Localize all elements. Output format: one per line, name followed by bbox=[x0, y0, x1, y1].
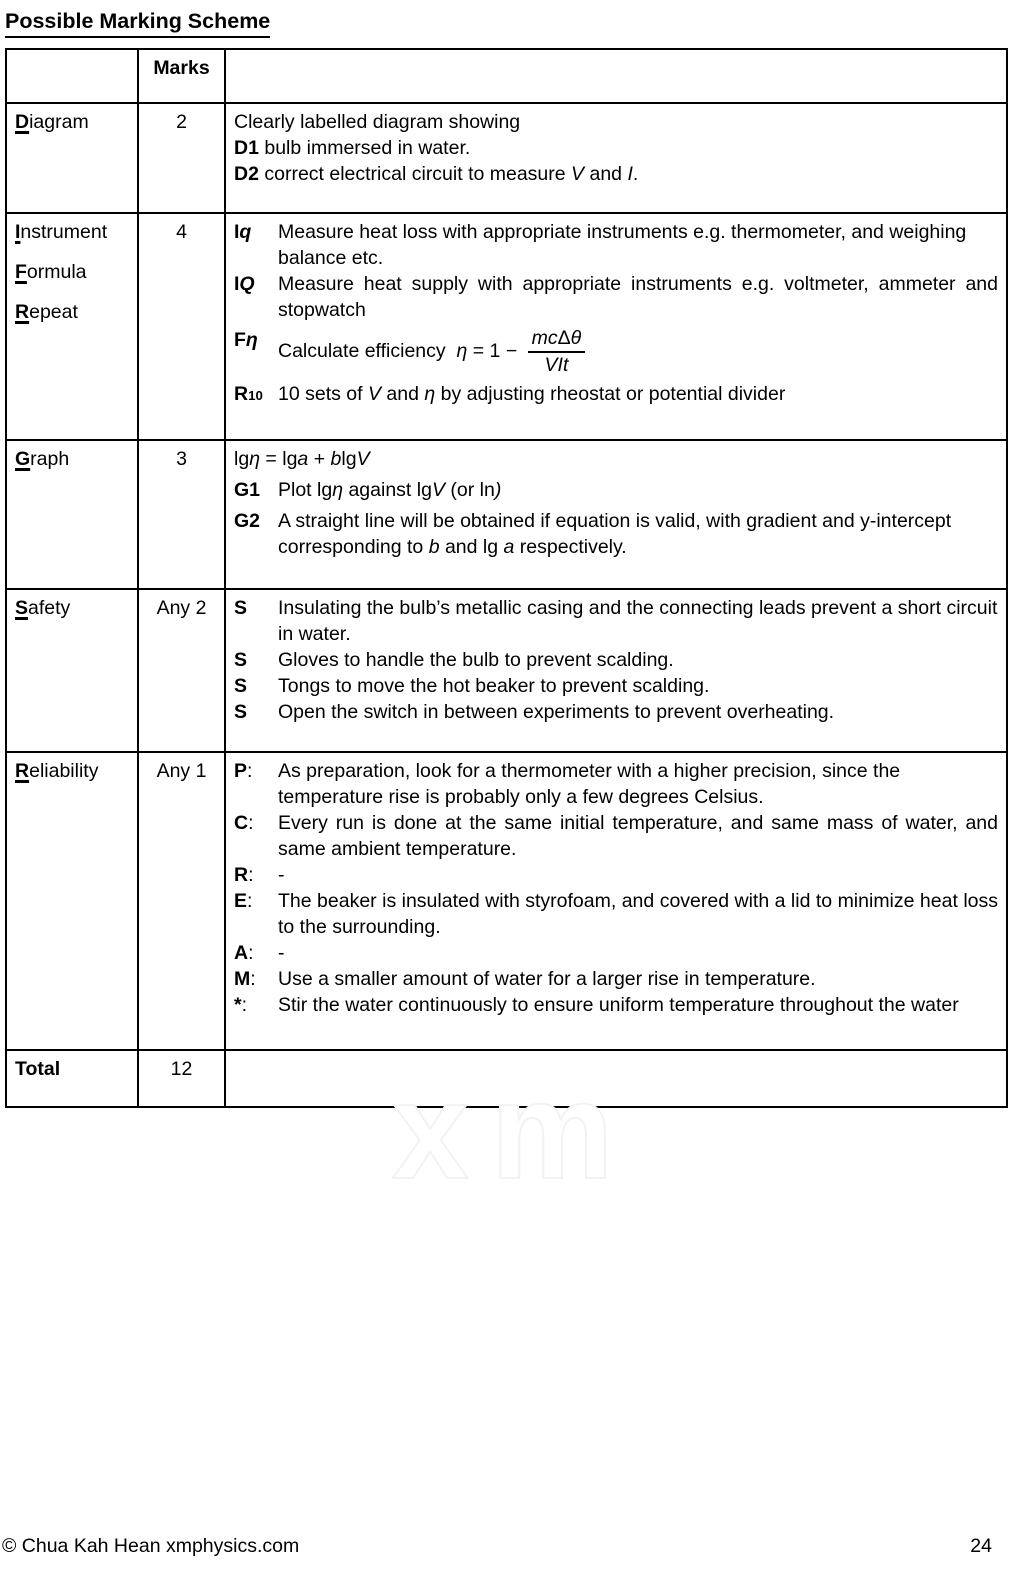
criterion-iq-small: Iq Measure heat loss with appropriate instruments e.g. thermometer, and weighing balance etc. bbox=[234, 221, 967, 269]
marks-safety: Any 2 bbox=[138, 589, 225, 752]
reliability-item-e: E: The beaker is insulated with styrofoam, and covered with a lid to minimize heat loss to the surrounding. bbox=[234, 890, 998, 938]
table-row-graph bbox=[6, 440, 1007, 589]
row-label-safety: Safety bbox=[6, 589, 138, 752]
log-equation: lgη = lga + blgV bbox=[234, 448, 370, 470]
page-number: 24 bbox=[970, 1535, 992, 1557]
table-row-instrument-formula-repeat bbox=[6, 213, 1007, 440]
copyright-text: © Chua Kah Hean xmphysics.com bbox=[2, 1535, 300, 1557]
criteria-graph bbox=[225, 440, 1007, 589]
marks-reliability: Any 1 bbox=[138, 752, 225, 1050]
marks-diagram: 2 bbox=[138, 103, 225, 213]
criterion-f-eta: Fη Calculate efficiency η = 1 − $\frac{\text{mcΔθ}}{\text{VIt}}$ bbox=[234, 327, 998, 377]
header-empty-cell bbox=[225, 49, 1007, 103]
safety-item: S Tongs to move the hot beaker to prevent scalding. bbox=[234, 675, 710, 697]
table-row-reliability bbox=[6, 752, 1007, 1050]
header-empty-cell bbox=[6, 49, 138, 103]
table-row-safety bbox=[6, 589, 1007, 752]
reliability-item-p: P: As preparation, look for a thermometer with a higher precision, since the temperature rise is probably only a few degrees Celsius. bbox=[234, 760, 901, 808]
row-label-diagram: Diagram bbox=[6, 103, 138, 213]
criterion-iq-big: IQ Measure heat supply with appropriate instruments e.g. voltmeter, ammeter and stopwatch bbox=[234, 273, 998, 321]
reliability-item-m: M: Use a smaller amount of water for a larger rise in temperature. bbox=[234, 968, 816, 990]
criteria-diagram bbox=[225, 103, 1007, 213]
safety-item: S Insulating the bulb’s metallic casing and the connecting leads prevent a short circuit in water. bbox=[234, 597, 998, 645]
fraction: $\frac{\text{mcΔθ}}{\text{VIt}}$ bbox=[528, 327, 586, 377]
criteria-instrument-formula-repeat bbox=[225, 213, 1007, 440]
page-title: Possible Marking Scheme bbox=[5, 8, 270, 38]
criterion-r10: R10 10 sets of V and η by adjusting rheostat or potential divider bbox=[234, 383, 786, 405]
table-header-row bbox=[6, 49, 1007, 103]
label-repeat: Repeat bbox=[15, 301, 78, 323]
marks-graph: 3 bbox=[138, 440, 225, 589]
row-label-graph: Graph bbox=[6, 440, 138, 589]
criterion-g2: G2 A straight line will be obtained if equation is valid, with gradient and y-intercept corresponding to b and lg a respectively. bbox=[234, 510, 952, 558]
table-row-diagram bbox=[6, 103, 1007, 213]
row-label-instrument-formula-repeat bbox=[6, 213, 138, 440]
safety-item: S Open the switch in between experiments to prevent overheating. bbox=[234, 701, 835, 723]
diagram-intro: Clearly labelled diagram showing bbox=[234, 111, 521, 133]
marks-total: 12 bbox=[138, 1050, 225, 1107]
reliability-item-r: R: - bbox=[234, 864, 285, 886]
criterion-d1: D1 bulb immersed in water. bbox=[234, 137, 471, 159]
criterion-g1: G1 Plot lgη against lgV (or ln) bbox=[234, 479, 502, 501]
criterion-d2: D2 correct electrical circuit to measure V and I. bbox=[234, 163, 639, 185]
efficiency-formula: η = 1 − $\frac{\text{mcΔθ}}{\text{VIt}}$ bbox=[451, 340, 585, 362]
marking-scheme-table bbox=[5, 48, 1008, 1108]
row-label-reliability: Reliability bbox=[6, 752, 138, 1050]
safety-item: S Gloves to handle the bulb to prevent scalding. bbox=[234, 649, 674, 671]
reliability-item-c: C: Every run is done at the same initial temperature, and same mass of water, and same ambient temperature. bbox=[234, 812, 998, 860]
xm-watermark: xm bbox=[392, 1054, 636, 1208]
page-footer bbox=[2, 1533, 992, 1559]
label-formula: Formula bbox=[15, 261, 87, 283]
row-label-total: Total bbox=[6, 1050, 138, 1107]
criteria-safety bbox=[225, 589, 1007, 752]
reliability-item-star: *: Stir the water continuously to ensure uniform temperature throughout the water bbox=[234, 994, 959, 1016]
marks-column-header: Marks bbox=[138, 49, 225, 103]
reliability-item-a: A: - bbox=[234, 942, 285, 964]
label-instrument: Instrument bbox=[15, 221, 108, 243]
marks-instrument-formula-repeat: 4 bbox=[138, 213, 225, 440]
criteria-reliability bbox=[225, 752, 1007, 1050]
